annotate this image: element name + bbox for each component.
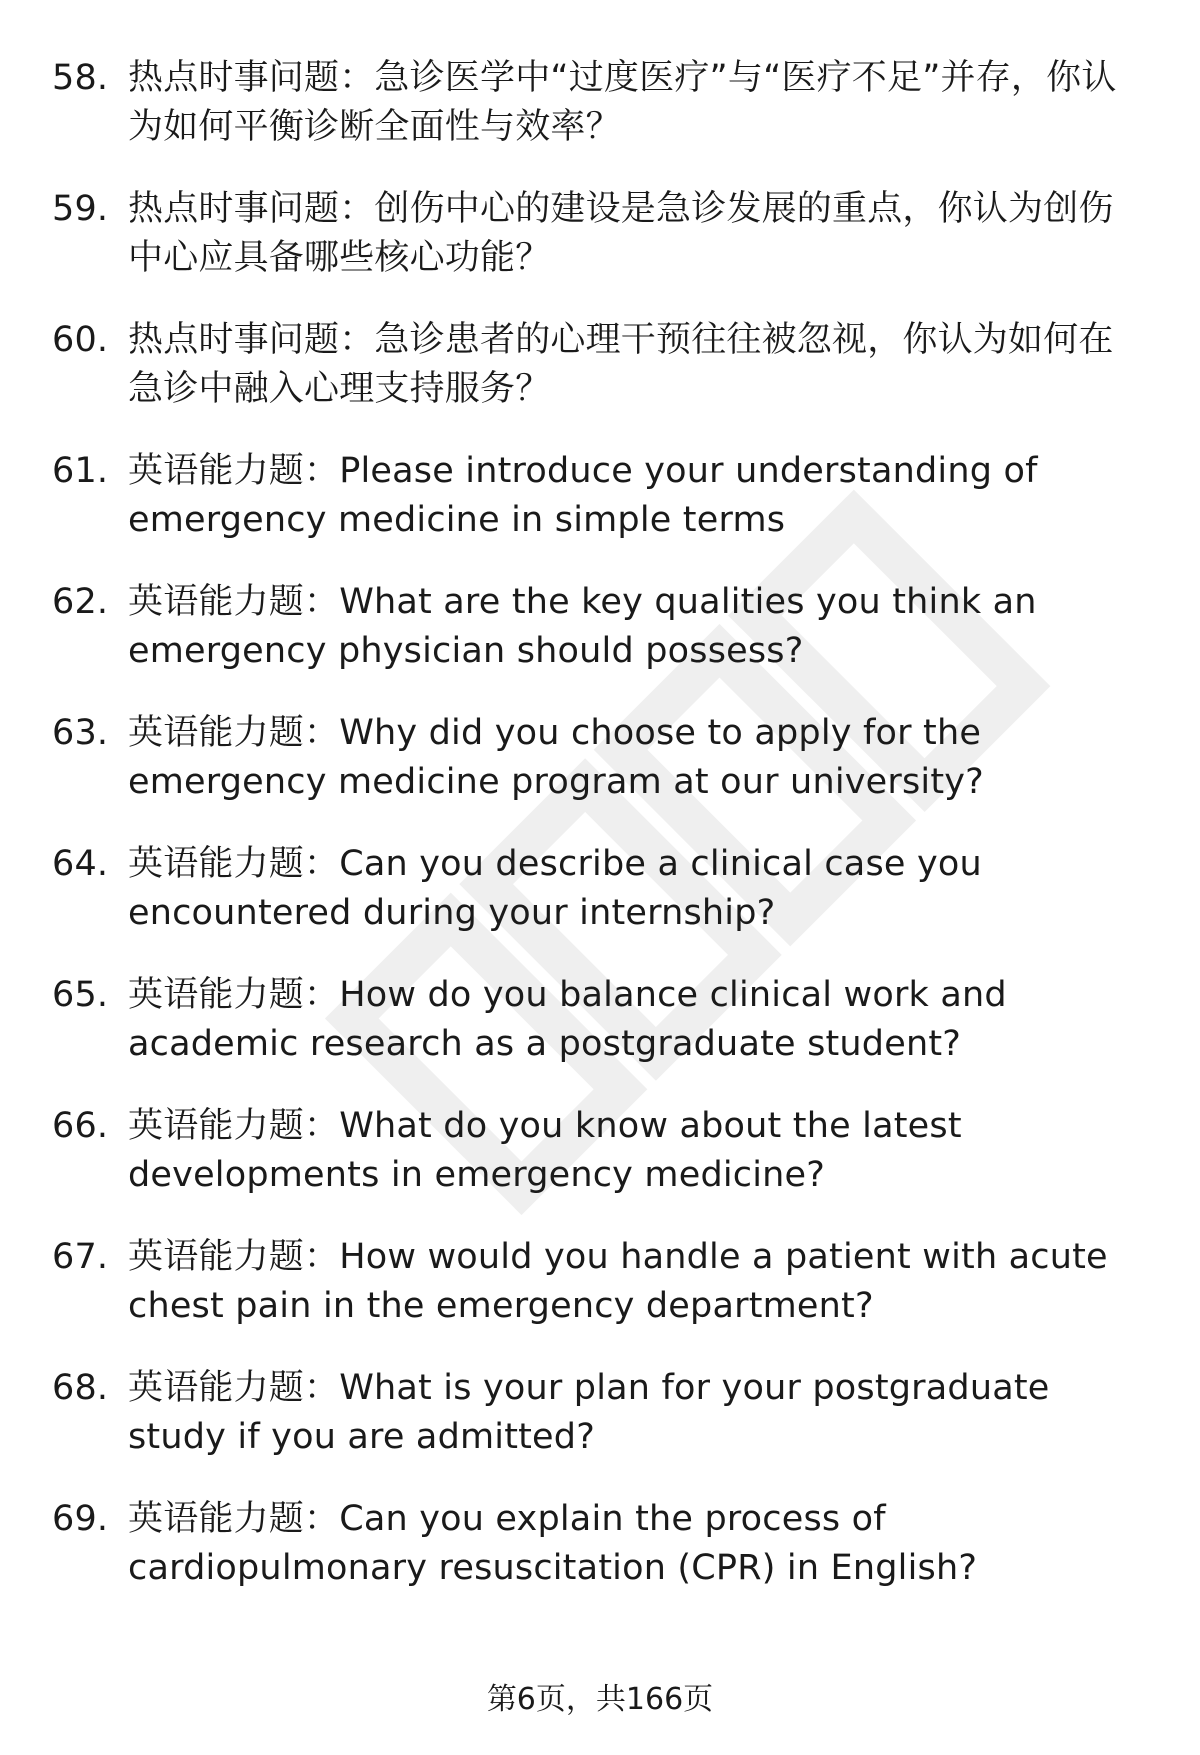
question-number: 60. (52, 320, 109, 360)
question-text: 热点时事问题：创伤中心的建设是急诊发展的重点，你认为创伤中心应具备哪些核心功能？ (128, 189, 1114, 278)
question-number: 58. (52, 58, 109, 98)
list-item (0, 1233, 1200, 1331)
question-number: 66. (52, 1106, 109, 1146)
question-number: 64. (52, 844, 109, 884)
question-text: 英语能力题：Please introduce your understanding of emergency medicine in simple terms (128, 451, 1038, 540)
list-item (0, 1364, 1200, 1462)
list-item (0, 971, 1200, 1069)
question-text: 英语能力题：How do you balance clinical work and academic research as a postgraduate student? (128, 975, 1007, 1064)
list-item (0, 840, 1200, 938)
list-item (0, 54, 1200, 152)
question-text: 热点时事问题：急诊患者的心理干预往往被忽视，你认为如何在急诊中融入心理支持服务？ (128, 320, 1114, 409)
page-indicator: 第6页，共166页 (486, 1682, 714, 1717)
list-item (0, 1102, 1200, 1200)
question-number: 65. (52, 975, 109, 1015)
question-text: 英语能力题：What do you know about the latest developments in emergency medicine? (128, 1106, 962, 1195)
list-item (0, 709, 1200, 807)
question-number: 61. (52, 451, 109, 491)
question-number: 69. (52, 1499, 109, 1539)
question-number: 68. (52, 1368, 109, 1408)
question-number: 59. (52, 189, 109, 229)
question-text: 英语能力题：How would you handle a patient with acute chest pain in the emergency department? (128, 1237, 1108, 1326)
question-text: 英语能力题：Can you explain the process of cardiopulmonary resuscitation (CPR) in English? (128, 1499, 978, 1588)
question-number: 62. (52, 582, 109, 622)
list-item (0, 1495, 1200, 1593)
list-item (0, 185, 1200, 283)
question-text: 英语能力题：Why did you choose to apply for the emergency medicine program at our university? (128, 713, 984, 802)
list-item (0, 447, 1200, 545)
question-text: 热点时事问题：急诊医学中“过度医疗”与“医疗不足”并存，你认为如何平衡诊断全面性与效率？ (128, 58, 1117, 147)
question-number: 63. (52, 713, 109, 753)
question-list (0, 54, 1200, 1626)
list-item (0, 316, 1200, 414)
question-text: 英语能力题：What are the key qualities you think an emergency physician should possess? (128, 582, 1037, 671)
list-item (0, 578, 1200, 676)
question-text: 英语能力题：What is your plan for your postgraduate study if you are admitted? (128, 1368, 1050, 1457)
question-number: 67. (52, 1237, 109, 1277)
question-text: 英语能力题：Can you describe a clinical case you encountered during your internship? (128, 844, 982, 933)
